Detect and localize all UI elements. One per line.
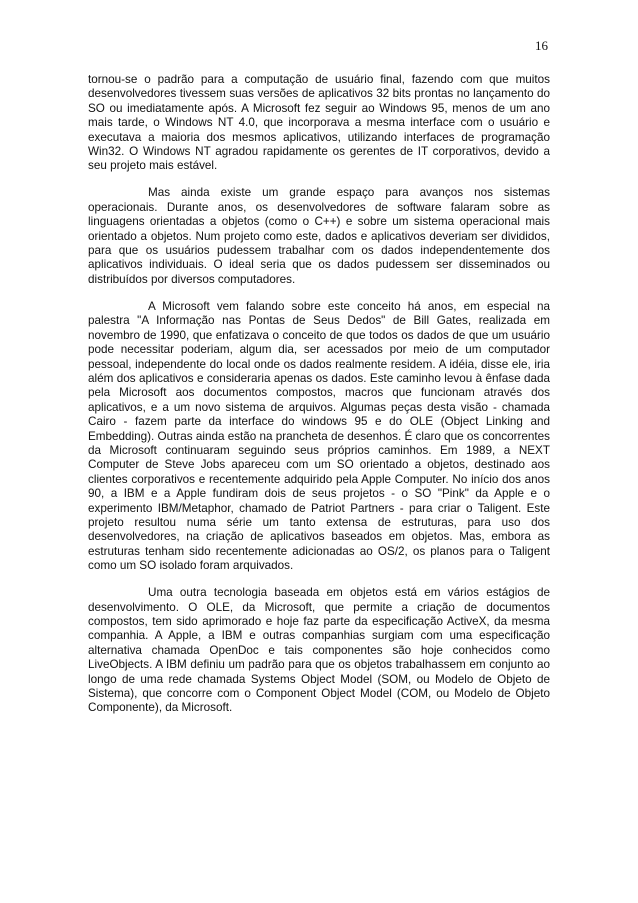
paragraph-4: Uma outra tecnologia baseada em objetos está em vários estágios de desenvolvimento. O OLE, da Microsoft, que permite a criação de documentos compostos, tem sido aprimorado e hoje faz parte da especificação ActiveX, da mesma companhia. A Apple, a IBM e outras companhias surgiam com uma especificação alternativa chamada OpenDoc e tais componentes são hoje conhecidos como LiveObjects. A IBM definiu um padrão para que os objetos trabalhassem em conjunto ao longo de uma rede chamada Systems Object Model (SOM, ou Modelo de Objeto de Sistema), que concorre com o Component Object Model (COM, ou Modelo de Objeto Componente), da Microsoft. [88, 586, 550, 715]
paragraph-3: A Microsoft vem falando sobre este conceito há anos, em especial na palestra "A Informação nas Pontas de Seus Dedos" de Bill Gates, realizada em novembro de 1990, que enfatizava o conceito de que todos os dados de que um usuário pode necessitar poderiam, algum dia, ser acessados por meio de um computador pessoal, independente do local onde os dados realmente residem. A idéia, disse ele, iria além dos aplicativos e consideraria apenas os dados. Este caminho levou à ênfase dada pela Microsoft aos documentos compostos, macros que funcionam através dos aplicativos, e a um novo sistema de arquivos. Algumas peças desta visão - chamada Cairo - fazem parte da interface do windows 95 e do OLE (Object Linking and Embedding). Outras ainda estão na prancheta de desenhos. É claro que os concorrentes da Microsoft continuaram seguindo seus próprios caminhos. Em 1989, a NEXT Computer de Steve Jobs apareceu com um SO orientado a objetos, destinado aos clientes corporativos e recentemente adquirido pela Apple Computer. No início dos anos 90, a IBM e a Apple fundiram dois de seus projetos - o SO "Pink" da Apple e o experimento IBM/Metaphor, chamado de Patriot Partners - para criar o Taligent. Este projeto resultou numa série um tanto extensa de estruturas, para uso dos desenvolvedores, na criação de aplicativos baseados em objetos. Mas, embora as estruturas tenham sido recentemente adicionadas ao OS/2, os planos para o Taligent como um SO isolado foram arquivados. [88, 299, 550, 573]
document-body [88, 73, 550, 728]
paragraph-1: tornou-se o padrão para a computação de usuário final, fazendo com que muitos desenvolvedores tivessem suas versões de aplicativos 32 bits prontas no lançamento do SO ou imediatamente após. A Microsoft fez seguir ao Windows 95, menos de um ano mais tarde, o Windows NT 4.0, que incorporava a mesma interface com o usuário e executava a maioria dos mesmos aplicativos, utilizando interfaces de programação Win32. O Windows NT agradou rapidamente os gerentes de IT corporativos, devido a seu projeto mais estável. [88, 73, 550, 173]
page-number: 16 [535, 38, 548, 53]
paragraph-2: Mas ainda existe um grande espaço para avanços nos sistemas operacionais. Durante anos, os desenvolvedores de software falaram sobre as linguagens orientadas a objetos (como o C++) e sobre um sistema operacional mais orientado a objetos. Num projeto como este, dados e aplicativos deveriam ser divididos, para que os usuários pudessem trabalhar com os dados independentemente dos aplicativos individuais. O ideal seria que os dados pudessem ser disseminados ou distribuídos por diversos computadores. [88, 186, 550, 286]
